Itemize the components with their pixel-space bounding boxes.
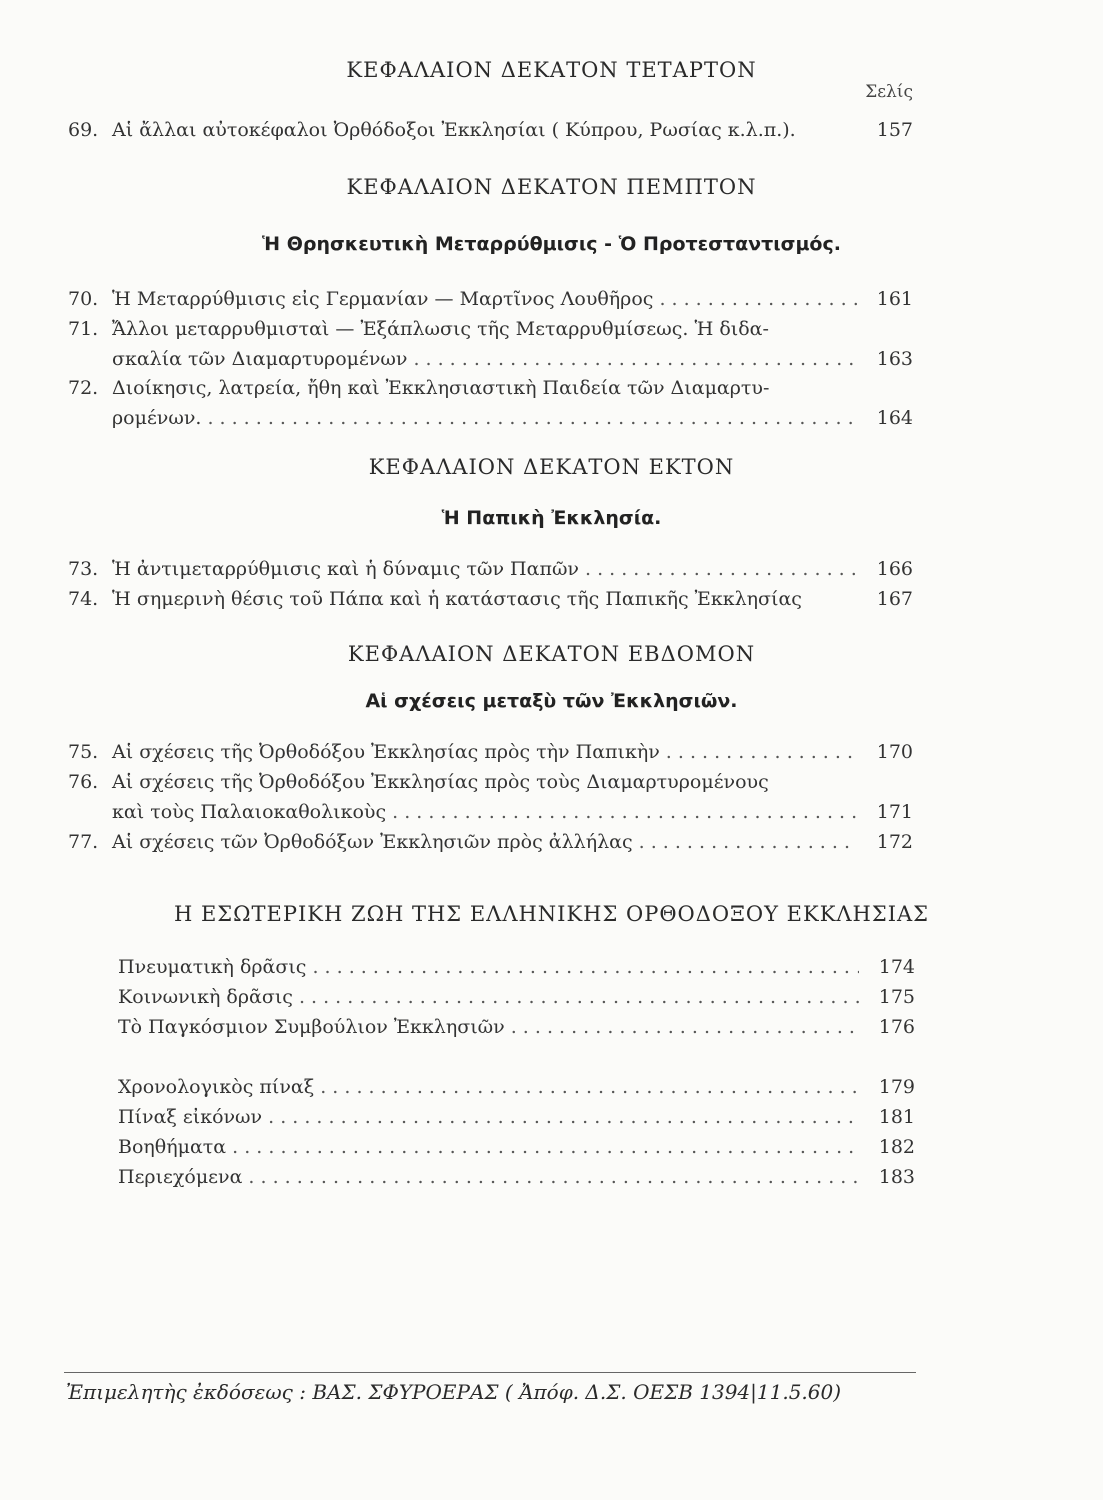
entry-page: 170 (876, 741, 913, 763)
chapter-heading: ΚΕΦΑΛΑΙΟΝ ΔΕΚΑΤΟΝ ΕΚΤΟΝ (368, 455, 735, 479)
chapter-heading: ΚΕΦΑΛΑΙΟΝ ΔΕΚΑΤΟΝ ΠΕΜΠΤΟΝ (346, 175, 757, 199)
toc-entry (68, 554, 913, 584)
entry-title: Πίναξ εἰκόνων (118, 1106, 263, 1128)
entry-number: 77. (68, 831, 99, 853)
toc-entry (68, 737, 913, 767)
entry-title: Χρονολογικὸς πίναξ (118, 1076, 315, 1098)
entry-number: 74. (68, 588, 99, 610)
entry-page: 176 (878, 1016, 915, 1038)
entry-page: 182 (878, 1136, 915, 1158)
toc-entry (118, 952, 915, 982)
entry-number: 72. (68, 377, 99, 399)
entry-number: 76. (68, 771, 99, 793)
entry-title: Βοηθήματα (118, 1136, 227, 1158)
footer-rule (64, 1372, 916, 1373)
entry-title: Αἱ σχέσεις τῆς Ὀρθοδόξου Ἐκκλησίας πρὸς τὴν Παπικὴν (112, 741, 660, 763)
toc-entry (118, 1012, 915, 1042)
entry-title-cont: σκαλία τῶν Διαμαρτυρομένων (112, 348, 408, 370)
entry-title: Ἡ σημερινὴ θέσις τοῦ Πάπα καὶ ἡ κατάστασις τῆς Παπικῆς Ἐκκλησίας (112, 588, 802, 610)
toc-entry (68, 314, 913, 374)
entry-page: 183 (878, 1166, 915, 1188)
entry-page: 179 (878, 1076, 915, 1098)
entry-page: 174 (878, 956, 915, 978)
entry-page: 163 (876, 348, 913, 370)
chapter-heading: ΚΕΦΑΛΑΙΟΝ ΔΕΚΑΤΟΝ ΕΒΔΟΜΟΝ (347, 642, 756, 666)
toc-entry (118, 1132, 915, 1162)
toc-entry (68, 115, 913, 145)
entry-title: Διοίκησις, λατρεία, ἤθη καὶ Ἐκκλησιαστικὴ Παιδεία τῶν Διαμαρτυ- (112, 377, 770, 399)
toc-entry (118, 1072, 915, 1102)
toc-entry (118, 1102, 915, 1132)
toc-entry (68, 827, 913, 857)
toc-entry (118, 982, 915, 1012)
chapter-heading: ΚΕΦΑΛΑΙΟΝ ΔΕΚΑΤΟΝ ΤΕΤΑΡΤΟΝ (346, 58, 757, 82)
entry-page: 166 (876, 558, 913, 580)
entry-number: 73. (68, 558, 99, 580)
pages-column-label: Σελίς (865, 82, 913, 102)
entry-title-cont: καὶ τοὺς Παλαιοκαθολικοὺς (112, 801, 387, 823)
entry-title: Περιεχόμενα (118, 1166, 243, 1188)
entry-title: Αἱ σχέσεις τῶν Ὀρθοδόξων Ἐκκλησιῶν πρὸς ἀλλήλας (112, 831, 633, 853)
section-heading: Η ΕΣΩΤΕΡΙΚΗ ΖΩΗ ΤΗΣ ΕΛΛΗΝΙΚΗΣ ΟΡΘΟΔΟΞΟΥ ΕΚΚΛΗΣΙΑΣ (173, 902, 930, 926)
entry-title: Ἡ ἀντιμεταρρύθμισις καὶ ἡ δύναμις τῶν Παπῶν (112, 558, 579, 580)
toc-entry (68, 373, 913, 433)
entry-number: 71. (68, 318, 99, 340)
entry-page: 175 (878, 986, 915, 1008)
entry-title: Αἱ σχέσεις τῆς Ὀρθοδόξου Ἐκκλησίας πρὸς τοὺς Διαμαρτυρομένους (112, 771, 769, 793)
entry-title: Τὸ Παγκόσμιον Συμβούλιον Ἐκκλησιῶν (118, 1016, 505, 1038)
entry-page: 157 (876, 119, 913, 141)
chapter-subtitle: Ἡ Θρησκευτικὴ Μεταρρύθμισις - Ὁ Προτεσταντισμός. (262, 233, 841, 255)
chapter-subtitle: Ἡ Παπικὴ Ἐκκλησία. (441, 507, 662, 529)
entry-title: Κοινωνικὴ δρᾶσις (118, 986, 293, 1008)
toc-entry (68, 284, 913, 314)
entry-title: Πνευματικὴ δρᾶσις (118, 956, 307, 978)
entry-number: 75. (68, 741, 99, 763)
toc-entry (68, 767, 913, 827)
entry-page: 181 (878, 1106, 915, 1128)
toc-entry (68, 584, 913, 614)
entry-page: 171 (876, 801, 913, 823)
publisher-note: Ἐπιμελητὴς ἐκδόσεως : ΒΑΣ. ΣΦΥΡΟΕΡΑΣ ( Ἀπόφ. Δ.Σ. ΟΕΣΒ 1394|11.5.60) (66, 1380, 842, 1404)
entry-page: 164 (876, 407, 913, 429)
entry-page: 161 (876, 288, 913, 310)
entry-number: 69. (68, 119, 99, 141)
entry-page: 172 (876, 831, 913, 853)
entry-title: Αἱ ἄλλαι αὐτοκέφαλοι Ὀρθόδοξοι Ἐκκλησίαι ( Κύπρου, Ρωσίας κ.λ.π.). (112, 119, 796, 141)
entry-title-cont: ρομένων. (112, 407, 202, 429)
entry-title: Ἄλλοι μεταρρυθμισταὶ — Ἐξάπλωσις τῆς Μεταρρυθμίσεως. Ἡ διδα- (112, 318, 769, 340)
entry-number: 70. (68, 288, 99, 310)
entry-title: Ἡ Μεταρρύθμισις εἰς Γερμανίαν — Μαρτῖνος Λουθῆρος (112, 288, 654, 310)
toc-entry (118, 1162, 915, 1192)
chapter-subtitle: Αἱ σχέσεις μεταξὺ τῶν Ἐκκλησιῶν. (365, 690, 738, 712)
entry-page: 167 (876, 588, 913, 610)
